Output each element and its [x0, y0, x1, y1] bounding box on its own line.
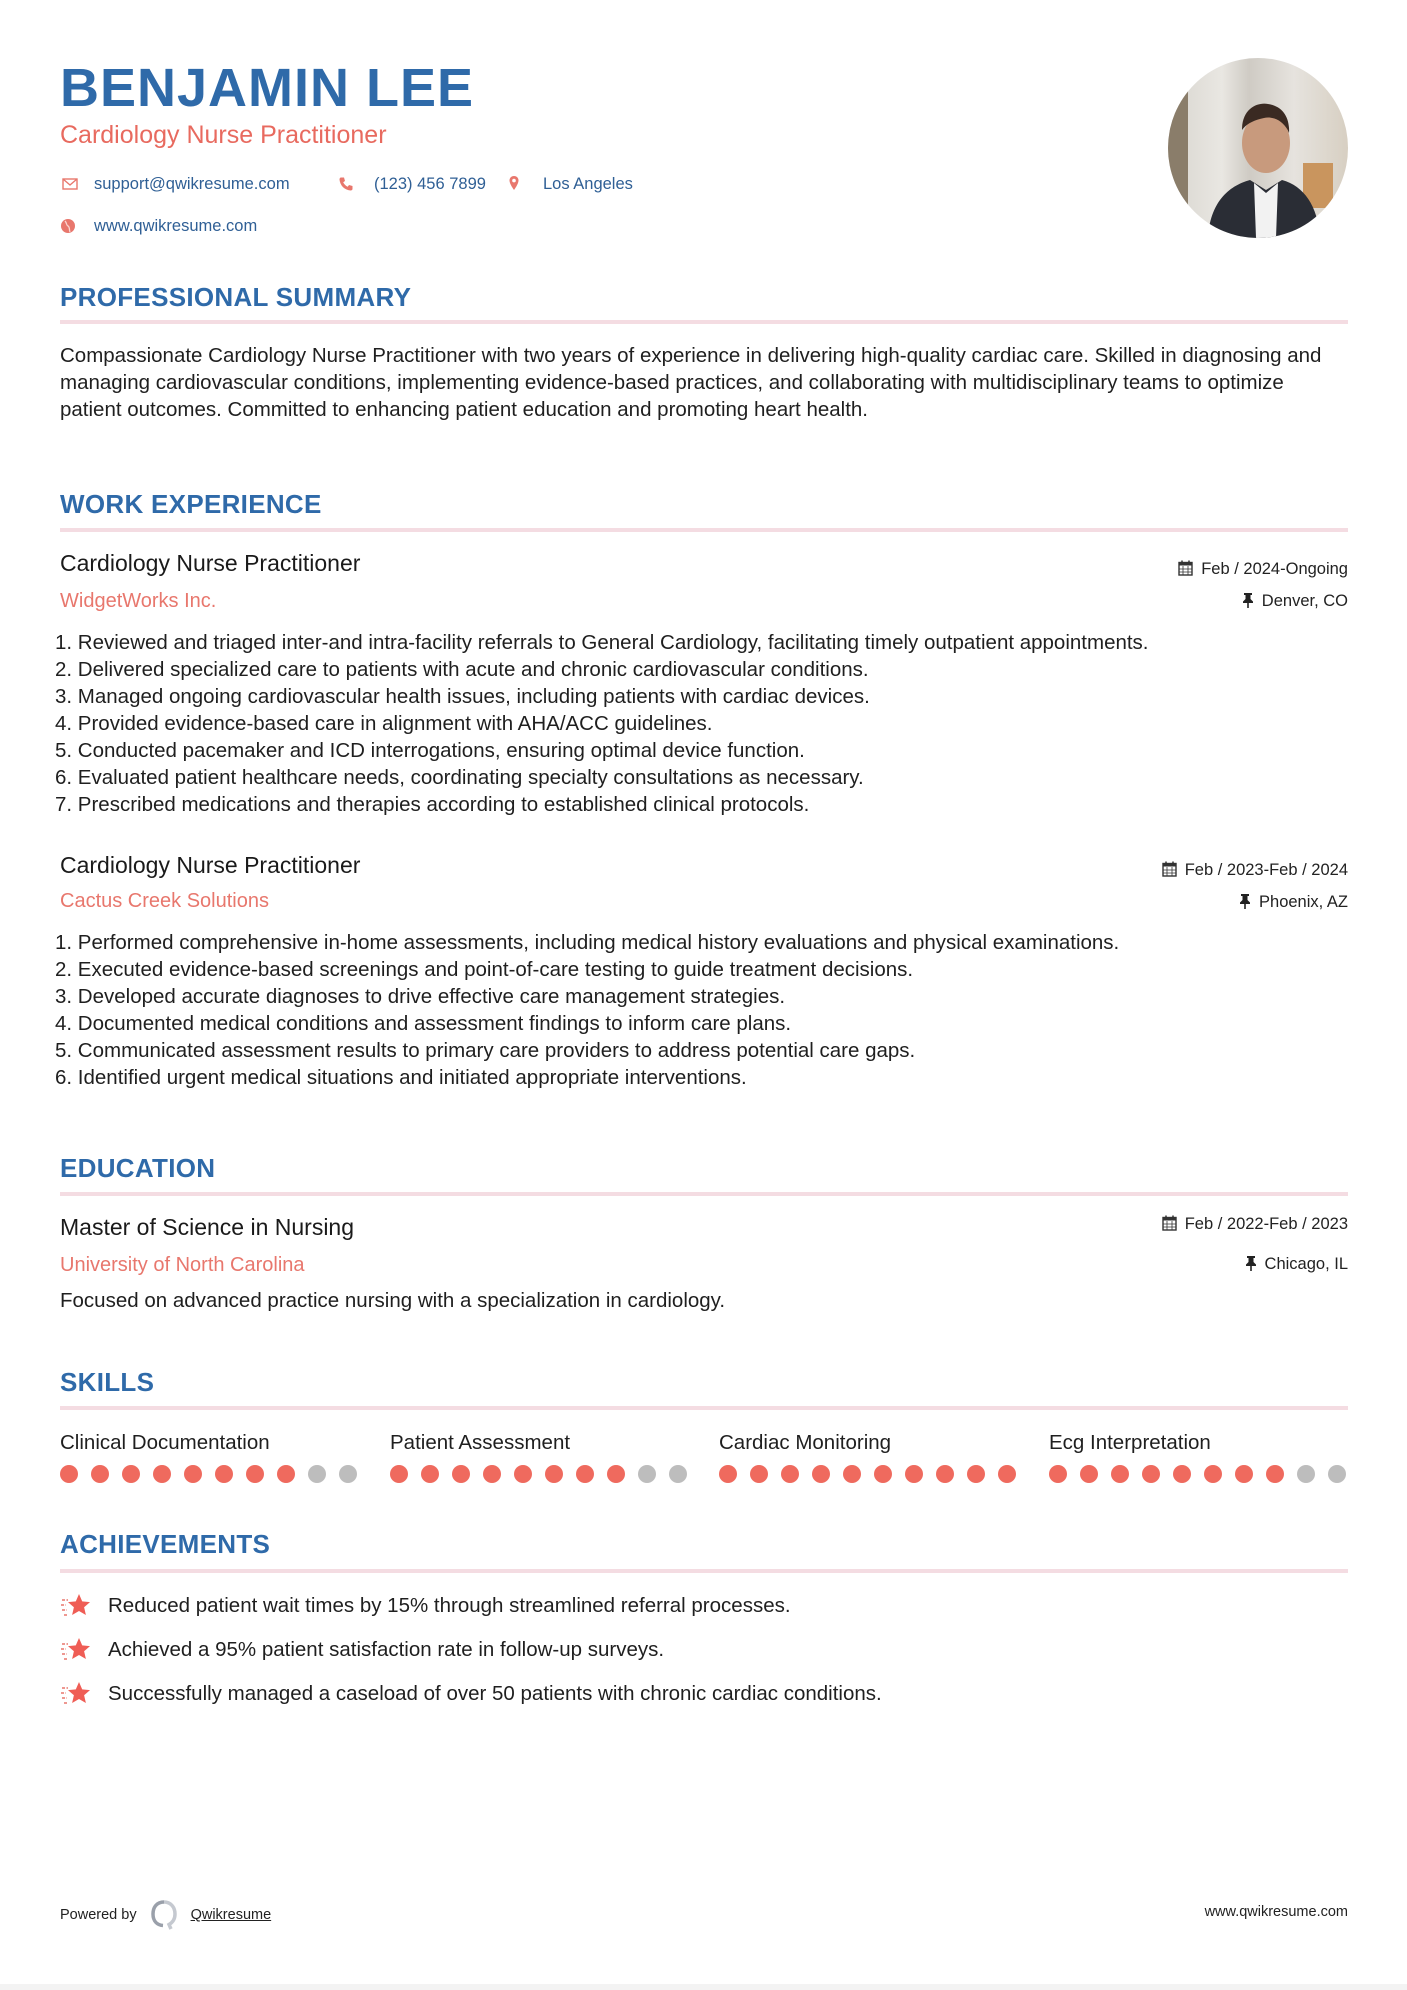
- star-award-icon: [60, 1636, 92, 1664]
- skill-label: Cardiac Monitoring: [719, 1431, 892, 1454]
- qwikresume-logo-icon: [151, 1900, 177, 1930]
- pushpin-icon: [1239, 893, 1251, 909]
- rating-dot-filled: [122, 1465, 140, 1483]
- rating-dot-filled: [967, 1465, 985, 1483]
- globe-icon: [60, 218, 76, 234]
- person-portrait-icon: [1168, 58, 1348, 238]
- job-role: Cardiology Nurse Practitioner: [60, 550, 361, 576]
- job-bullet: 1. Performed comprehensive in-home assessments, including medical history evaluations and physical examinations.: [55, 931, 1120, 954]
- job-location: [1239, 892, 1348, 912]
- contact-location: Los Angeles: [543, 175, 633, 193]
- job-bullets: [55, 929, 1355, 1091]
- page-bottom-edge: [0, 1984, 1407, 1990]
- rating-dot-filled: [1266, 1465, 1284, 1483]
- phone-icon: [338, 176, 354, 192]
- skill-item: [1049, 1431, 1346, 1483]
- calendar-icon: [1162, 1215, 1177, 1231]
- rating-dot-filled: [390, 1465, 408, 1483]
- rating-dot-empty: [1328, 1465, 1346, 1483]
- footer-website-link[interactable]: www.qwikresume.com: [1204, 1904, 1348, 1920]
- phone-number: (123) 456 7899: [374, 175, 486, 193]
- candidate-title: Cardiology Nurse Practitioner: [60, 121, 387, 149]
- section-divider: [60, 1192, 1348, 1196]
- map-pin-icon: [506, 175, 522, 191]
- rating-dot-filled: [843, 1465, 861, 1483]
- job-bullet: 4. Provided evidence-based care in alignment with AHA/ACC guidelines.: [55, 712, 713, 735]
- candidate-name: BENJAMIN LEE: [60, 58, 475, 118]
- rating-dot-filled: [545, 1465, 563, 1483]
- rating-dot-filled: [1204, 1465, 1222, 1483]
- skill-item: [719, 1431, 1016, 1483]
- rating-dot-filled: [750, 1465, 768, 1483]
- skill-rating: [1049, 1465, 1346, 1483]
- rating-dot-filled: [1080, 1465, 1098, 1483]
- rating-dot-filled: [936, 1465, 954, 1483]
- qwikresume-brand-link[interactable]: Qwikresume: [190, 1907, 272, 1923]
- job-bullet: 7. Prescribed medications and therapies according to established clinical protocols.: [55, 793, 810, 816]
- job-bullet: 5. Conducted pacemaker and ICD interrogations, ensuring optimal device function.: [55, 739, 805, 762]
- education-description: Focused on advanced practice nursing with a specialization in cardiology.: [60, 1289, 726, 1312]
- section-divider: [60, 1569, 1348, 1573]
- section-heading-summary: PROFESSIONAL SUMMARY: [60, 282, 412, 312]
- section-divider: [60, 320, 1348, 324]
- skill-item: [60, 1431, 357, 1483]
- job-bullet: 2. Delivered specialized care to patients with acute and chronic cardiovascular conditions.: [55, 658, 869, 681]
- rating-dot-filled: [781, 1465, 799, 1483]
- powered-by-label: Powered by: [60, 1907, 137, 1923]
- achievement-item: [60, 1680, 882, 1708]
- email-link[interactable]: support@qwikresume.com: [94, 175, 290, 193]
- job-dates: [1178, 559, 1348, 579]
- skill-rating: [719, 1465, 1016, 1483]
- rating-dot-empty: [1297, 1465, 1315, 1483]
- job-bullets: [55, 629, 1355, 818]
- education-dates: [1162, 1214, 1348, 1234]
- rating-dot-filled: [421, 1465, 439, 1483]
- job-location-text: Phoenix, AZ: [1259, 893, 1348, 911]
- rating-dot-filled: [277, 1465, 295, 1483]
- rating-dot-filled: [184, 1465, 202, 1483]
- summary-text: Compassionate Cardiology Nurse Practitioner with two years of experience in delivering high-quality cardiac care. Skilled in diagnosing and managing cardiovascular conditions, implementing evidence-based practices, and collaborating with multidisciplinary teams to optimize patient outcomes. Committed to enhancing patient education and promoting heart health.: [60, 344, 1322, 421]
- achievement-text: Successfully managed a caseload of over 50 patients with chronic cardiac conditions.: [108, 1682, 882, 1705]
- rating-dot-filled: [1173, 1465, 1191, 1483]
- achievement-item: [60, 1636, 664, 1664]
- job-location: [1242, 591, 1348, 611]
- calendar-icon: [1162, 861, 1177, 877]
- job-company: Cactus Creek Solutions: [60, 890, 269, 912]
- rating-dot-filled: [246, 1465, 264, 1483]
- skill-label: Ecg Interpretation: [1049, 1431, 1211, 1454]
- job-bullet: 3. Developed accurate diagnoses to drive effective care management strategies.: [55, 985, 786, 1008]
- rating-dot-filled: [1049, 1465, 1067, 1483]
- job-bullet: 3. Managed ongoing cardiovascular health issues, including patients with cardiac devices.: [55, 685, 870, 708]
- rating-dot-empty: [339, 1465, 357, 1483]
- rating-dot-empty: [669, 1465, 687, 1483]
- rating-dot-filled: [874, 1465, 892, 1483]
- job-bullet: 2. Executed evidence-based screenings and point-of-care testing to guide treatment decisions.: [55, 958, 914, 981]
- job-dates-text: Feb / 2023-Feb / 2024: [1184, 861, 1348, 879]
- rating-dot-filled: [1142, 1465, 1160, 1483]
- rating-dot-filled: [91, 1465, 109, 1483]
- achievement-item: [60, 1592, 791, 1620]
- skill-rating: [60, 1465, 357, 1483]
- job-bullet: 1. Reviewed and triaged inter-and intra-facility referrals to General Cardiology, facilitating timely outpatient appointments.: [55, 631, 1149, 654]
- rating-dot-empty: [638, 1465, 656, 1483]
- degree-name: Master of Science in Nursing: [60, 1214, 355, 1240]
- section-heading-education: EDUCATION: [60, 1153, 216, 1183]
- education-dates-text: Feb / 2022-Feb / 2023: [1184, 1215, 1348, 1233]
- rating-dot-filled: [483, 1465, 501, 1483]
- job-location-text: Denver, CO: [1261, 592, 1348, 610]
- skill-rating: [390, 1465, 687, 1483]
- rating-dot-filled: [1111, 1465, 1129, 1483]
- footer-powered-by: [60, 1900, 271, 1930]
- education-location: [1245, 1254, 1348, 1274]
- pushpin-icon: [1245, 1255, 1257, 1271]
- skill-label: Patient Assessment: [390, 1431, 571, 1454]
- skill-label: Clinical Documentation: [60, 1431, 270, 1454]
- achievement-text: Reduced patient wait times by 15% through streamlined referral processes.: [108, 1594, 791, 1617]
- job-bullet: 6. Identified urgent medical situations and initiated appropriate interventions.: [55, 1066, 747, 1089]
- job-bullet: 4. Documented medical conditions and assessment findings to inform care plans.: [55, 1012, 792, 1035]
- envelope-icon: [62, 176, 78, 192]
- pushpin-icon: [1242, 592, 1254, 608]
- rating-dot-filled: [607, 1465, 625, 1483]
- job-dates-text: Feb / 2024-Ongoing: [1201, 560, 1348, 578]
- rating-dot-filled: [452, 1465, 470, 1483]
- section-heading-experience: WORK EXPERIENCE: [60, 489, 322, 519]
- job-dates: [1162, 860, 1348, 880]
- job-role: Cardiology Nurse Practitioner: [60, 852, 361, 878]
- rating-dot-filled: [576, 1465, 594, 1483]
- section-heading-achievements: ACHIEVEMENTS: [60, 1529, 271, 1559]
- rating-dot-empty: [308, 1465, 326, 1483]
- section-divider: [60, 1406, 1348, 1410]
- star-award-icon: [60, 1592, 92, 1620]
- website-link[interactable]: www.qwikresume.com: [94, 217, 258, 235]
- rating-dot-filled: [812, 1465, 830, 1483]
- school-name: University of North Carolina: [60, 1254, 305, 1276]
- section-divider: [60, 528, 1348, 532]
- rating-dot-filled: [514, 1465, 532, 1483]
- calendar-icon: [1178, 560, 1193, 576]
- profile-photo: [1168, 58, 1348, 238]
- rating-dot-filled: [153, 1465, 171, 1483]
- job-company: WidgetWorks Inc.: [60, 590, 217, 612]
- star-award-icon: [60, 1680, 92, 1708]
- skill-item: [390, 1431, 687, 1483]
- section-heading-skills: SKILLS: [60, 1367, 155, 1397]
- rating-dot-filled: [1235, 1465, 1253, 1483]
- achievement-text: Achieved a 95% patient satisfaction rate in follow-up surveys.: [108, 1638, 665, 1661]
- rating-dot-filled: [719, 1465, 737, 1483]
- education-location-text: Chicago, IL: [1264, 1255, 1348, 1273]
- rating-dot-filled: [998, 1465, 1016, 1483]
- rating-dot-filled: [905, 1465, 923, 1483]
- job-bullet: 5. Communicated assessment results to primary care providers to address potential care gaps.: [55, 1039, 916, 1062]
- rating-dot-filled: [215, 1465, 233, 1483]
- rating-dot-filled: [60, 1465, 78, 1483]
- job-bullet: 6. Evaluated patient healthcare needs, coordinating specialty consultations as necessary.: [55, 766, 864, 789]
